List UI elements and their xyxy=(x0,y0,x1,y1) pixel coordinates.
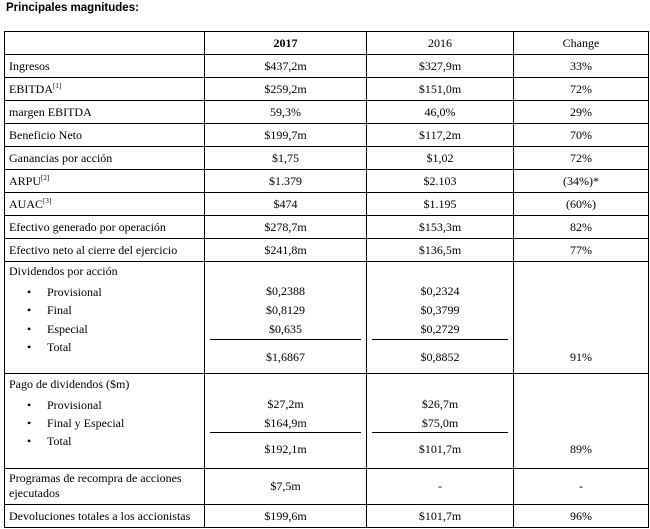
page-title: Principales magnitudes: xyxy=(6,2,139,14)
row-label: Devoluciones totales a los accionistas xyxy=(5,505,205,528)
subtotal-rule xyxy=(210,339,361,340)
subtotal-rule xyxy=(210,432,361,433)
value-change: 33% xyxy=(514,55,649,78)
row-label-cell xyxy=(5,170,205,193)
bullet-icon: • xyxy=(27,434,32,448)
subtotal-rule xyxy=(372,432,508,433)
value-change: 72% xyxy=(514,147,649,170)
bullet-icon: • xyxy=(27,340,32,354)
value-2016: $1,02 xyxy=(367,147,514,170)
header-row xyxy=(5,32,649,55)
row-label-cell xyxy=(5,193,205,216)
table-row xyxy=(5,170,649,193)
table-row xyxy=(5,147,649,170)
total-2017: $192,1m xyxy=(264,442,307,456)
sub-item-label: Total xyxy=(47,434,72,448)
header-empty-cell xyxy=(5,32,205,55)
value-2016: $151,0m xyxy=(367,78,514,101)
total-2016: $0,8852 xyxy=(420,350,460,364)
payments-label-cell xyxy=(5,374,205,469)
value-2016: $75,0m xyxy=(421,416,459,430)
row-label: Efectivo neto al cierre del ejercicio xyxy=(5,239,205,262)
sub-item-label: Provisional xyxy=(47,398,102,412)
row-label: ARPU xyxy=(9,174,42,188)
header-2017: 2017 xyxy=(205,32,367,55)
value-change: 77% xyxy=(514,239,649,262)
value-2017: $27,2m xyxy=(267,397,304,411)
bullet-icon: • xyxy=(27,303,32,317)
bullet-icon: • xyxy=(27,416,32,430)
value-change: - xyxy=(514,469,649,505)
dividends-2017-cell xyxy=(205,262,367,374)
magnitudes-table xyxy=(4,31,649,528)
value-2016: 46,0% xyxy=(367,101,514,124)
value-2016: $101,7m xyxy=(367,505,514,528)
value-change: 70% xyxy=(514,124,649,147)
value-2016: $1.195 xyxy=(367,193,514,216)
row-label: margen EBITDA xyxy=(5,101,205,124)
value-2017: $164,9m xyxy=(264,416,307,430)
table-row xyxy=(5,124,649,147)
row-label-cell xyxy=(5,469,205,505)
row-label: Ingresos xyxy=(5,55,205,78)
value-2017: $199,7m xyxy=(205,124,367,147)
value-change: 91% xyxy=(570,350,592,364)
sub-item-label: Final y Especial xyxy=(47,416,125,430)
value-2017: $1,75 xyxy=(205,147,367,170)
value-2016: $0,2729 xyxy=(420,322,460,336)
value-2016: - xyxy=(367,469,514,505)
value-2017: $0,2388 xyxy=(266,284,305,298)
header-change: Change xyxy=(514,32,649,55)
dividends-2016-cell xyxy=(367,262,514,374)
row-label: Ganancias por acción xyxy=(5,147,205,170)
table-row xyxy=(5,55,649,78)
table-row xyxy=(5,78,649,101)
total-2017: $1,6867 xyxy=(266,350,305,364)
total-2016: $101,7m xyxy=(418,442,462,456)
footnote-ref: [2] xyxy=(41,174,50,182)
value-2016: $136,5m xyxy=(367,239,514,262)
dividends-label-cell xyxy=(5,262,205,374)
dividends-change-cell xyxy=(514,262,649,374)
value-2017: $278,7m xyxy=(205,216,367,239)
bullet-icon: • xyxy=(27,285,32,299)
value-2016: $0,3799 xyxy=(420,303,460,317)
subtotal-rule xyxy=(372,339,508,340)
row-label: Efectivo generado por operación xyxy=(5,216,205,239)
payments-block xyxy=(5,374,649,469)
value-change: (34%)* xyxy=(514,170,649,193)
value-change: 89% xyxy=(570,442,592,456)
value-2017: $7,5m xyxy=(205,469,367,505)
row-label-line1: Programas de recompra de acciones xyxy=(9,471,182,485)
value-2017: $259,2m xyxy=(205,78,367,101)
table-row xyxy=(5,505,649,528)
table-row xyxy=(5,469,649,505)
value-2017: $199,6m xyxy=(205,505,367,528)
value-2016: $26,7m xyxy=(421,397,459,411)
sub-item-label: Final xyxy=(47,303,72,317)
value-2017: $1.379 xyxy=(205,170,367,193)
footnote-ref: [3] xyxy=(43,197,52,205)
value-change: 96% xyxy=(514,505,649,528)
value-2016: $2.103 xyxy=(367,170,514,193)
header-2016: 2016 xyxy=(367,32,514,55)
table-row xyxy=(5,193,649,216)
bullet-icon: • xyxy=(27,322,32,336)
sub-item-label: Total xyxy=(47,340,72,354)
table-row xyxy=(5,239,649,262)
sub-item-label: Especial xyxy=(47,322,88,336)
row-label-line2: ejecutados xyxy=(9,486,60,500)
value-change: 29% xyxy=(514,101,649,124)
value-2016: $327,9m xyxy=(367,55,514,78)
value-2016: $153,3m xyxy=(367,216,514,239)
value-2017: $241,8m xyxy=(205,239,367,262)
value-change: 82% xyxy=(514,216,649,239)
value-2017: $437,2m xyxy=(205,55,367,78)
value-2016: $0,2324 xyxy=(420,284,460,298)
value-2017: $0,8129 xyxy=(266,303,305,317)
value-change: 72% xyxy=(514,78,649,101)
dividends-label: Dividendos por acción xyxy=(9,264,118,278)
payments-label: Pago de dividendos ($m) xyxy=(9,377,130,391)
row-label: Beneficio Neto xyxy=(5,124,205,147)
table-row xyxy=(5,101,649,124)
row-label-cell xyxy=(5,78,205,101)
payments-change-cell xyxy=(514,374,649,469)
dividends-block xyxy=(5,262,649,374)
row-label: AUAC xyxy=(9,197,44,211)
value-2016: $117,2m xyxy=(367,124,514,147)
payments-2017-cell xyxy=(205,374,367,469)
row-label: EBITDA xyxy=(9,82,53,96)
value-2017: 59,3% xyxy=(205,101,367,124)
payments-2016-cell xyxy=(367,374,514,469)
sub-item-label: Provisional xyxy=(47,285,102,299)
value-change: (60%) xyxy=(514,193,649,216)
table-row xyxy=(5,216,649,239)
bullet-icon: • xyxy=(27,398,32,412)
value-2017: $0,635 xyxy=(269,322,302,336)
footnote-ref: [1] xyxy=(53,82,62,90)
value-2017: $474 xyxy=(205,193,367,216)
